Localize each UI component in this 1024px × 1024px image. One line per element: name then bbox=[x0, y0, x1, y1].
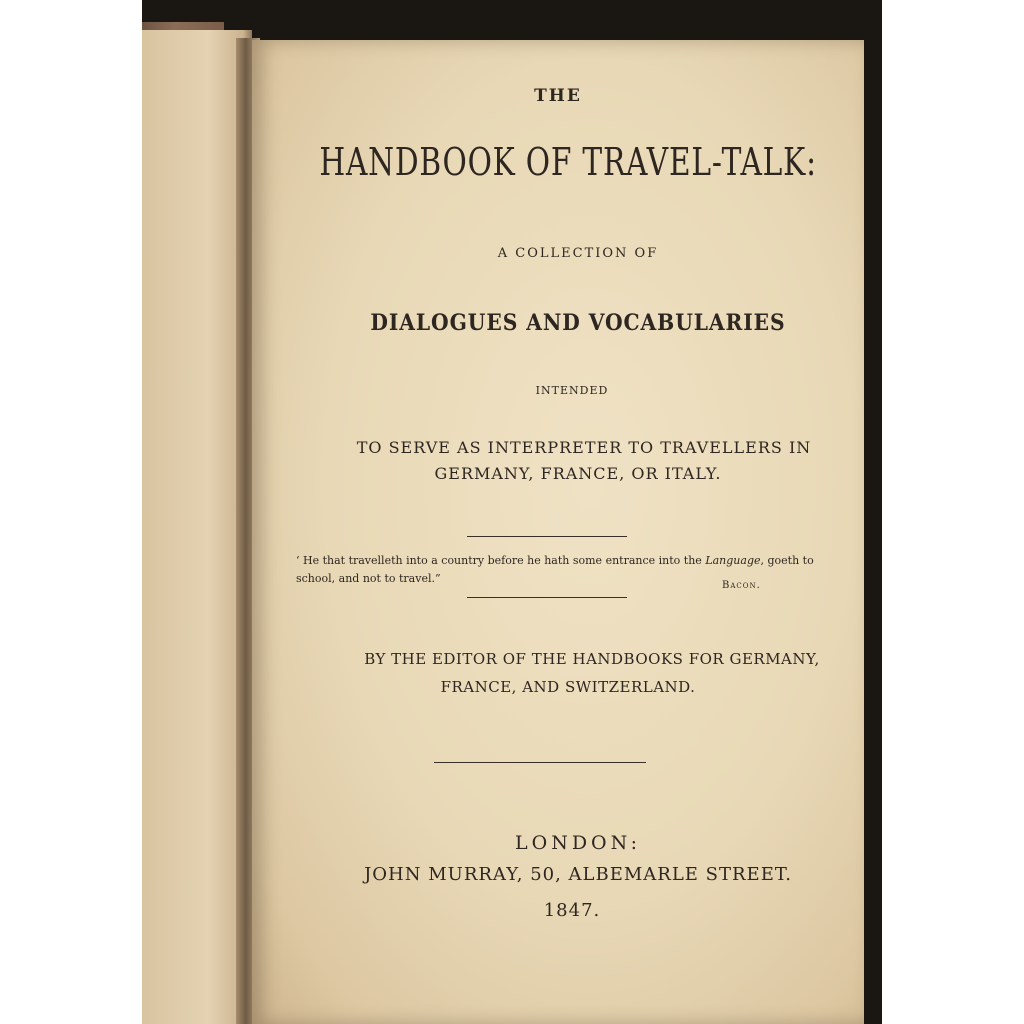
subtitle: DIALOGUES AND VOCABULARIES bbox=[370, 310, 786, 336]
purpose-line-2: GERMANY, FRANCE, OR ITALY. bbox=[434, 464, 722, 483]
quote-text-part-1: ‘ He that travelleth into a country before he hath some entrance into the bbox=[296, 554, 706, 567]
purpose-line-1: TO SERVE AS INTERPRETER TO TRAVELLERS IN bbox=[356, 438, 812, 457]
quote-attribution: Bacon. bbox=[722, 580, 761, 591]
title-page bbox=[252, 40, 864, 1024]
editor-credit-line-1: BY THE EDITOR OF THE HANDBOOKS FOR GERMANY, bbox=[364, 650, 820, 668]
book-title: HANDBOOK OF TRAVEL-TALK: bbox=[319, 140, 817, 184]
quote-emphasis: Language bbox=[705, 554, 761, 567]
divider-rule bbox=[467, 536, 627, 537]
title-page-text bbox=[252, 40, 864, 1024]
divider-rule bbox=[434, 762, 646, 763]
imprint-city: LONDON: bbox=[515, 832, 641, 854]
title-article: THE bbox=[534, 86, 582, 106]
editor-credit-line-2: FRANCE, AND SWITZERLAND. bbox=[440, 678, 696, 696]
intended-label: INTENDED bbox=[535, 384, 609, 397]
quote-text-part-2: , goeth to school, and not to travel.” bbox=[296, 554, 814, 585]
imprint-publisher: JOHN MURRAY, 50, ALBEMARLE STREET. bbox=[364, 864, 792, 885]
subtitle-intro: A COLLECTION OF bbox=[497, 246, 659, 261]
imprint-year: 1847. bbox=[543, 900, 601, 921]
divider-rule bbox=[467, 597, 627, 598]
